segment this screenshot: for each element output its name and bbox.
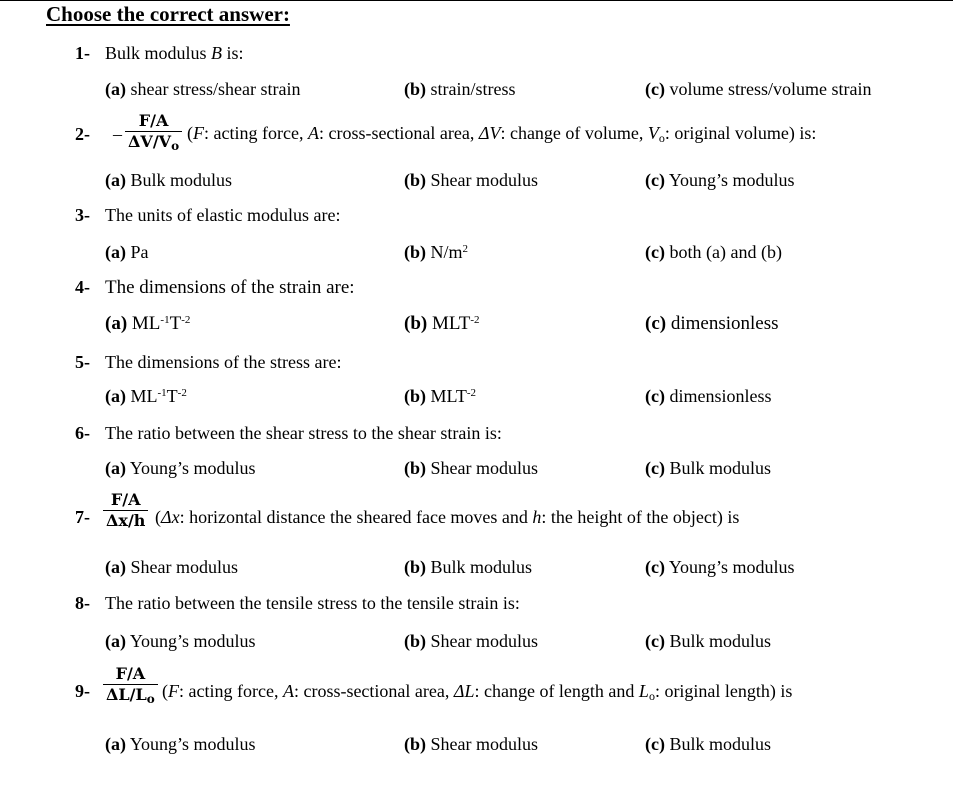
question-9-fraction-numerator: F/A	[115, 664, 146, 683]
question-8-option-a[interactable]: (a) Young’s modulus	[105, 631, 256, 651]
question-7-number: 7-	[75, 507, 90, 527]
question-3-text: The units of elastic modulus are:	[105, 205, 341, 225]
question-1-option-b[interactable]: (b) strain/stress	[404, 79, 516, 99]
question-4-option-a[interactable]: (a) $ML^{-1}T^{-2}$	[105, 313, 191, 334]
question-7-option-a[interactable]: (a) Shear modulus	[105, 557, 238, 577]
question-7-option-c[interactable]: (c) Young’s modulus	[645, 557, 795, 577]
question-2-option-b[interactable]: (b) Shear modulus	[404, 170, 538, 190]
question-1-text: Bulk modulus B is:	[105, 43, 244, 63]
question-2-fraction-numerator: F/A	[138, 111, 169, 130]
question-1-option-a[interactable]: (a) shear stress/shear strain	[105, 79, 301, 99]
question-9-number: 9-	[75, 681, 90, 701]
question-6-option-b[interactable]: (b) Shear modulus	[404, 458, 538, 478]
question-9-fraction	[103, 664, 158, 706]
question-6-number: 6-	[75, 423, 90, 443]
question-4-option-c[interactable]: (c) dimensionless	[645, 313, 779, 334]
question-7-fraction-denominator: Δx/h	[103, 510, 148, 529]
question-6-option-c[interactable]: (c) Bulk modulus	[645, 458, 771, 478]
question-2-fraction	[125, 111, 182, 153]
question-5-text: The dimensions of the stress are:	[105, 352, 342, 372]
question-8-option-b[interactable]: (b) Shear modulus	[404, 631, 538, 651]
question-1-option-c[interactable]: (c) volume stress/volume strain	[645, 79, 872, 99]
question-2-description: (F: acting force, A: cross-sectional area, ΔV: change of volume, $V_o$: original volume) is:	[187, 123, 817, 145]
question-8-option-c[interactable]: (c) Bulk modulus	[645, 631, 771, 651]
question-3-number: 3-	[75, 205, 90, 225]
question-3-option-a[interactable]: (a) Pa	[105, 242, 149, 262]
question-4-text: The dimensions of the strain are:	[105, 277, 355, 298]
question-9-description: (F: acting force, A: cross-sectional area, ΔL: change of length and $L_o$: original length) is	[162, 681, 793, 703]
question-2-number: 2-	[75, 124, 90, 144]
page-heading: Choose the correct answer:	[46, 2, 290, 26]
question-8-text: The ratio between the tensile stress to the tensile strain is:	[105, 593, 520, 613]
question-7-description: (Δx: horizontal distance the sheared face moves and h: the height of the object) is	[155, 507, 740, 527]
question-5-option-c[interactable]: (c) dimensionless	[645, 386, 772, 406]
question-5-option-a[interactable]: (a) $ML^{-1}T^{-2}$	[105, 386, 187, 406]
question-9-fraction-denominator: $\Delta L/L_o$	[103, 684, 158, 703]
question-7-option-b[interactable]: (b) Bulk modulus	[404, 557, 533, 577]
question-3-option-b[interactable]: (b) $N/m^2$	[404, 242, 469, 262]
question-4-number: 4-	[75, 277, 90, 297]
top-rule	[0, 0, 953, 1]
question-8-number: 8-	[75, 593, 90, 613]
question-7-fraction-numerator: F/A	[110, 490, 141, 509]
question-9-option-a[interactable]: (a) Young’s modulus	[105, 734, 256, 754]
question-7-fraction	[103, 492, 148, 529]
question-5-number: 5-	[75, 352, 90, 372]
question-1-number: 1-	[75, 43, 90, 63]
question-9-option-b[interactable]: (b) Shear modulus	[404, 734, 538, 754]
question-9-option-c[interactable]: (c) Bulk modulus	[645, 734, 771, 754]
question-2-fraction-denominator: $\Delta V/V_o$	[125, 131, 182, 150]
question-3-option-c[interactable]: (c) both (a) and (b)	[645, 242, 782, 262]
question-4-option-b[interactable]: (b) $MLT^{-2}$	[404, 313, 480, 334]
question-6-text: The ratio between the shear stress to the shear strain is:	[105, 423, 502, 443]
question-2-minus-sign: –	[113, 124, 122, 144]
question-2-option-a[interactable]: (a) Bulk modulus	[105, 170, 233, 190]
question-6-option-a[interactable]: (a) Young’s modulus	[105, 458, 256, 478]
question-5-option-b[interactable]: (b) $MLT^{-2}$	[404, 386, 477, 406]
question-2-option-c[interactable]: (c) Young’s modulus	[645, 170, 795, 190]
